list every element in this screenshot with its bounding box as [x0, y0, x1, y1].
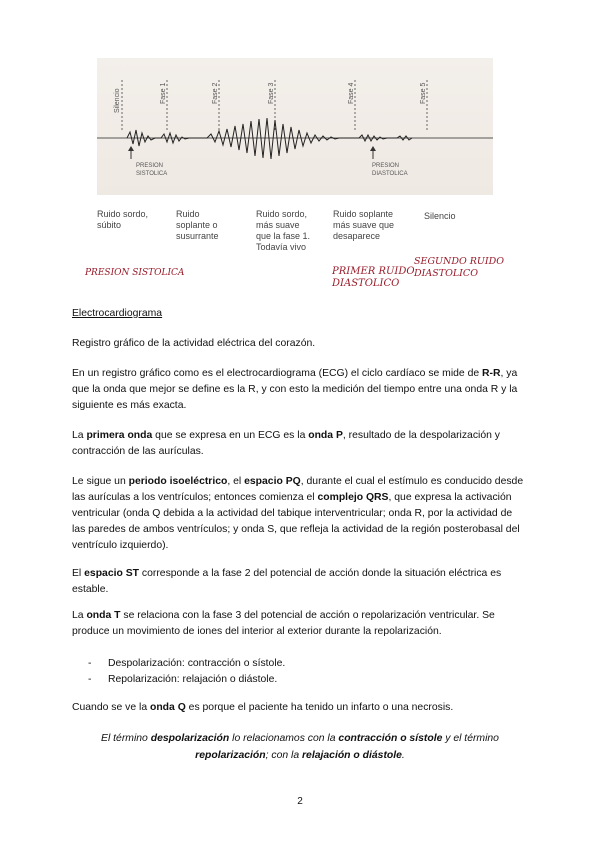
phase-label-5: Fase 5 — [420, 82, 427, 104]
paragraph-t-wave: La onda T se relaciona con la fase 3 del potencial de acción o repolarización ventricular. Se produce un movimiento de iones del interior al exterior durante la repolarización. — [72, 610, 495, 637]
caption-phase-3: Ruido sordo, más suave que la fase 1. Todavía vivo — [256, 209, 311, 252]
paragraph-p-wave: La primera onda que se expresa en un ECG es la onda P, resultado de la despolarización y contracción de las aurículas. — [72, 430, 500, 457]
systolic-pressure-label: PRESION SISTOLICA — [136, 163, 168, 177]
page-number: 2 — [297, 796, 303, 807]
section-heading: Electrocardiograma — [72, 308, 163, 319]
list-item: - Despolarización: contracción o sístole. — [88, 658, 286, 669]
red-label-first-diastolic: PRIMER RUIDO DIASTOLICO — [332, 266, 415, 289]
phase-label-3: Fase 3 — [268, 82, 275, 104]
paragraph-definition: Registro gráfico de la actividad eléctrica del corazón. — [72, 338, 316, 349]
phase-label-1: Fase 1 — [160, 82, 167, 104]
red-label-second-diastolic: SEGUNDO RUIDO DIASTOLICO — [414, 256, 505, 279]
caption-phase-2: Ruido soplante o susurrante — [176, 209, 219, 241]
paragraph-st: El espacio ST corresponde a la fase 2 del potencial de acción donde la situación eléctrica es estable. — [72, 568, 502, 595]
paragraph-q-wave: Cuando se ve la onda Q es porque el paciente ha tenido un infarto o una necrosis. — [72, 702, 454, 713]
phase-label-2: Fase 2 — [212, 82, 219, 104]
caption-phase-5: Silencio — [424, 211, 456, 221]
korotkoff-figure — [0, 0, 600, 300]
list-item: - Repolarización: relajación o diástole. — [88, 674, 278, 685]
caption-phase-4: Ruido soplante más suave que desaparece — [333, 209, 395, 241]
paragraph-pq-qrs: Le sigue un periodo isoeléctrico, el espacio PQ, durante el cual el estímulo es conducido desde las aurículas a los ventrículos; entonces comienza el complejo QRS, que expresa la activación ventricular (onda Q debida a la actividad del tabique interventricular; onda R, por la actividad de las paredes de ambos ventrículos; y onda S, que refleja la actividad de la región posterobasal del ventrículo izquierdo). — [72, 476, 524, 551]
phase-label-4: Fase 4 — [348, 82, 355, 104]
paragraph-rr: En un registro gráfico como es el electrocardiograma (ECG) el ciclo cardíaco se mide de R-R, ya que la onda que mejor se define es la R, y con esto la medición del tiempo entre una onda R y la siguiente es más exacta. — [72, 368, 518, 411]
red-label-systolic: PRESION SISTOLICA — [85, 268, 185, 278]
diastolic-pressure-label: PRESION DIASTOLICA — [372, 163, 408, 177]
caption-phase-1: Ruido sordo, súbito — [97, 209, 149, 230]
italic-note: El término despolarización lo relacionamos con la contracción o sístole y el término repolarización; con la relajación o diástole. — [101, 733, 499, 761]
phase-label-silence: Silencio — [114, 88, 121, 113]
